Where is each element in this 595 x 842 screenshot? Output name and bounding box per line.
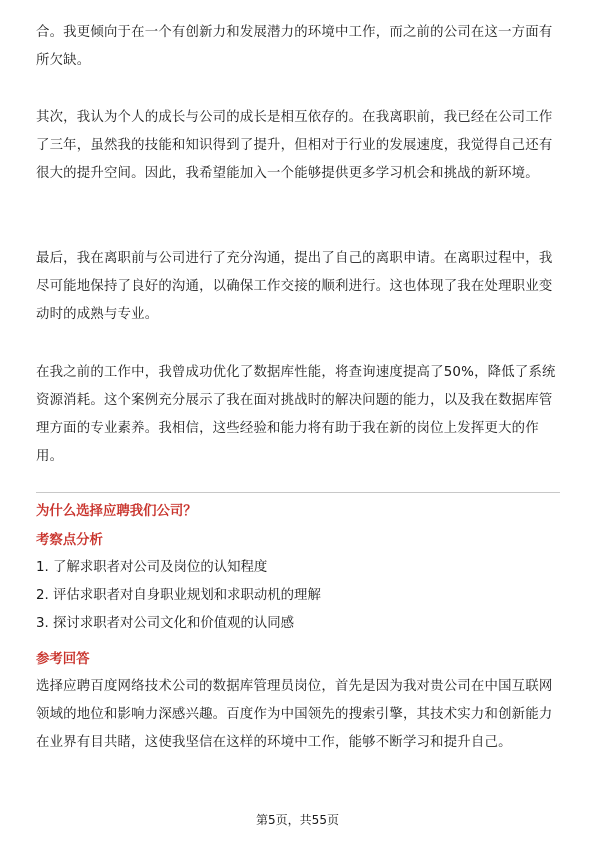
paragraph-resignation-process: 最后，我在离职前与公司进行了充分沟通，提出了自己的离职申请。在离职过程中，我尽可能地保持了良好的沟通，以确保工作交接的顺利进行。这也体现了我在处理职业变动时的成熟与专业。	[36, 251, 553, 322]
analysis-item-3: 3. 探讨求职者对公司文化和价值观的认同感	[36, 616, 295, 631]
page-number: 第5页，共55页	[256, 813, 339, 827]
analysis-heading: 考察点分析	[36, 533, 103, 548]
paragraph-continuation: 合。我更倾向于在一个有创新力和发展潜力的环境中工作，而之前的公司在这一方面有所欠缺。	[36, 25, 553, 68]
paragraph-second-reason: 其次，我认为个人的成长与公司的成长是相互依存的。在我离职前，我已经在公司工作了三年，虽然我的技能和知识得到了提升，但相对于行业的发展速度，我觉得自己还有很大的提升空间。因此，我希望能加入一个能够提供更多学习机会和挑战的新环境。	[36, 110, 553, 181]
answer-text: 选择应聘百度网络技术公司的数据库管理员岗位，首先是因为我对贵公司在中国互联网领域的地位和影响力深感兴趣。百度作为中国领先的搜索引擎，其技术实力和创新能力在业界有目共睹，这使我坚信在这样的环境中工作，能够不断学习和提升自己。	[36, 679, 553, 750]
paragraph-work-achievement: 在我之前的工作中，我曾成功优化了数据库性能，将查询速度提高了50%，降低了系统资源消耗。这个案例充分展示了我在面对挑战时的解决问题的能力，以及我在数据库管理方面的专业素养。我相信，这些经验和能力将有助于我在新的岗位上发挥更大的作用。	[36, 365, 556, 464]
analysis-item-2: 2. 评估求职者对自身职业规划和求职动机的理解	[36, 588, 321, 603]
section-divider	[36, 492, 560, 493]
answer-heading: 参考回答	[36, 652, 90, 667]
question-title: 为什么选择应聘我们公司？	[36, 504, 197, 519]
analysis-item-1: 1. 了解求职者对公司及岗位的认知程度	[36, 560, 268, 575]
